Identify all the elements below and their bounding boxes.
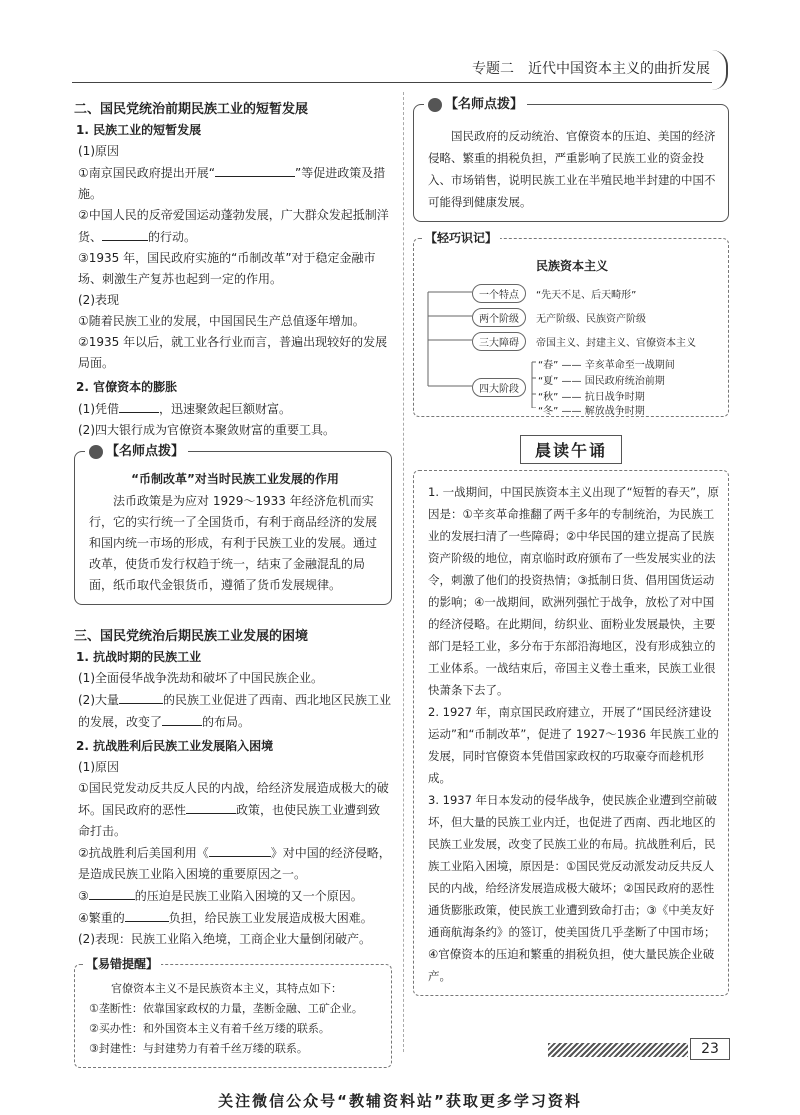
tip-text: 法币政策是为应对 1929～1933 年经济危机而实行，它的实行统一了全国货币，有利于商品经济的发展和国内统一市场的形成，有利于民族工业的发展。通过改革，使货币发行权趋于统一，结束了金融混乱的局面，纸币取代金银货币，遵循了货币发展规律。: [89, 494, 378, 592]
paragraph: ①垄断性：依靠国家政权的力量，垄断金融、工矿企业。: [89, 1002, 363, 1015]
mindmap-title: 民族资本主义: [535, 259, 608, 273]
paragraph: (2)表现：民族工业陷入绝境，工商企业大量倒闭破产。: [78, 932, 372, 946]
page-decoration: [548, 1043, 688, 1057]
fill-blank[interactable]: [119, 689, 163, 704]
mindmap-node: 一个特点: [472, 284, 526, 303]
section-title: 三、国民党统治后期民族工业发展的困境: [74, 629, 309, 644]
paragraph: ①国民党发动反共反人民的内战，给经济发展造成极大的破坏。国民政府的恶性 政策，也使民族工业遭到致命打击。: [78, 781, 389, 838]
mindmap-text: “春” —— 辛亥革命至一战期间: [538, 360, 675, 371]
reading-item: 2. 1927 年，南京国民政府建立，开展了“国民经济建设运动”和“币制改革”，促进了 1927～1936 年民族工业的发展，同时官僚资本凭借国家政权的巧取豪夺而趁机形成。: [428, 705, 719, 785]
left-column: [74, 92, 392, 1068]
magnifier-icon: [428, 98, 442, 112]
tip-label: 【名师点拨】: [424, 93, 527, 112]
mindmap-node: 四大阶段: [472, 378, 526, 397]
subsection-title: 1. 抗战时期的民族工业: [76, 650, 202, 664]
section-title: 二、国民党统治前期民族工业的短暂发展: [74, 102, 309, 117]
mindmap-text: “夏” —— 国民政府统治前期: [538, 376, 665, 387]
fill-blank[interactable]: [119, 398, 159, 413]
paragraph: ①随着民族工业的发展，中国国民生产总值逐年增加。: [78, 314, 365, 328]
header-title: 专题二 近代中国资本主义的曲折发展: [472, 61, 710, 77]
paragraph: 官僚资本主义不是民族资本主义，其特点如下：: [111, 982, 342, 995]
error-label: 【易错提醒】: [83, 955, 161, 972]
fill-blank[interactable]: [215, 162, 295, 177]
tip-title: “币制改革”对当时民族工业发展的作用: [131, 472, 339, 486]
paragraph: (2)大量 的民族工业促进了西南、西北地区民族工业的发展，改变了 的布局。: [78, 689, 392, 733]
mindmap-text: 帝国主义、封建主义、官僚资本主义: [536, 338, 696, 349]
mindmap-text: “先天不足、后天畸形”: [536, 290, 637, 301]
error-reminder-box: [74, 957, 392, 1068]
paragraph: ②抗战胜利后美国利用《 》对中国的经济侵略，是造成民族工业陷入困境的重要原因之一。: [78, 842, 392, 885]
fill-blank[interactable]: [209, 842, 271, 857]
tip-text: 国民政府的反动统治、官僚资本的压迫、美国的经济侵略、繁重的捐税负担，严重影响了民族工业的资金投入、市场销售，说明民族工业在半殖民地半封建的中国不可能得到健康发展。: [428, 129, 716, 209]
paragraph: ③1935 年，国民政府实施的“币制改革”对于稳定金融市场、刺激生产复苏也起到一定的作用。: [78, 251, 376, 286]
mindmap-node: 两个阶级: [472, 308, 526, 327]
mindmap-node: 三大障碍: [472, 332, 526, 351]
paragraph: ④繁重的 负担，给民族工业发展造成极大困难。: [78, 907, 392, 929]
paragraph: (2)表现: [78, 293, 119, 307]
paragraph: (1)原因: [78, 760, 119, 774]
morning-reading-box: [413, 470, 729, 996]
fill-blank[interactable]: [102, 226, 148, 241]
paragraph: (1)全面侵华战争洗劫和破坏了中国民族企业。: [78, 671, 323, 685]
memory-box: [413, 231, 729, 417]
reading-item: 1. 一战期间，中国民族资本主义出现了“短暂的春天”，原因是：①辛亥革命推翻了两千多年的专制统治，为民族工业的发展扫清了一些障碍；②中华民国的建立提高了民族资产阶级的地位，南京临时政府颁布了一些发展实业的法令，刺激了他们的投资热情；③抵制日货、倡用国货运动的影响；④一战期间，欧洲列强忙于战争，放松了对中国的经济侵略。在此期间，纺织业、面粉业发展最快，主要部门是轻工业，多分布于东部沿海地区，没有形成独立的工业体系。一战结束后，帝国主义卷土重来，民族工业很快萧条下去了。: [428, 485, 720, 697]
header-curve: [712, 50, 728, 90]
subsection-title: 1. 民族工业的短暂发展: [76, 123, 202, 137]
mindmap: [424, 280, 720, 417]
memory-label: 【轻巧识记】: [422, 229, 500, 246]
fill-blank[interactable]: [89, 885, 135, 900]
paragraph: ②中国人民的反帝爱国运动蓬勃发展，广大群众发起抵制洋货、 的行动。: [78, 208, 389, 244]
paragraph: ②1935 年以后，就工业各行业而言，普遍出现较好的发展局面。: [78, 335, 388, 370]
mindmap-text: 无产阶级、民族资产阶级: [536, 314, 646, 325]
morning-reading-heading: 晨读午诵: [413, 435, 729, 464]
mindmap-text: “冬” —— 解放战争时期: [538, 406, 645, 417]
fill-blank[interactable]: [125, 907, 169, 922]
magnifier-icon: [89, 445, 103, 459]
paragraph: (1)凭借 ，迅速聚敛起巨额财富。: [78, 398, 392, 420]
footer-note: 关注微信公众号“教辅资料站”获取更多学习资料: [218, 1092, 582, 1110]
mindmap-text: “秋” —— 抗日战争时期: [538, 392, 645, 403]
right-column: [413, 92, 729, 996]
teacher-tip-box: [413, 97, 729, 222]
paragraph: ①南京国民政府提出开展“ ”等促进政策及措施。: [78, 162, 392, 205]
reading-item: 3. 1937 年日本发动的侵华战争，使民族企业遭到空前破坏，但大量的民族工业内迁，也促进了西南、西北地区的民族工业发展，改变了民族工业的布局。抗战胜利后，民族工业陷入困境，原因是：①国民党反动派发动反共反人民的内战，给经济发展造成极大破坏；②国民政府的恶性通货膨胀政策，使民族工业遭到致命打击；③《中美友好通商航海条约》的签订，使美国货几乎垄断了中国市场；④官僚资本的压迫和繁重的捐税负担，使大量民族企业破产。: [428, 793, 718, 983]
subsection-title: 2. 抗战胜利后民族工业发展陷入困境: [76, 739, 274, 753]
subsection-title: 2. 官僚资本的膨胀: [76, 380, 178, 394]
header-rule: [72, 82, 712, 83]
paragraph: ③封建性：与封建势力有着千丝万缕的联系。: [89, 1042, 308, 1055]
column-divider: [403, 92, 404, 1052]
tip-label: 【名师点拨】: [85, 440, 188, 459]
fill-blank[interactable]: [186, 799, 236, 814]
paragraph: (2)四大银行成为官僚资本聚敛财富的重要工具。: [78, 423, 335, 437]
paragraph: (1)原因: [78, 144, 119, 158]
paragraph: ③ 的压迫是民族工业陷入困境的又一个原因。: [78, 885, 392, 907]
teacher-tip-box: [74, 444, 392, 605]
fill-blank[interactable]: [162, 711, 202, 726]
page-number: 23: [690, 1038, 730, 1060]
paragraph: ②买办性：和外国资本主义有着千丝万缕的联系。: [89, 1022, 330, 1035]
